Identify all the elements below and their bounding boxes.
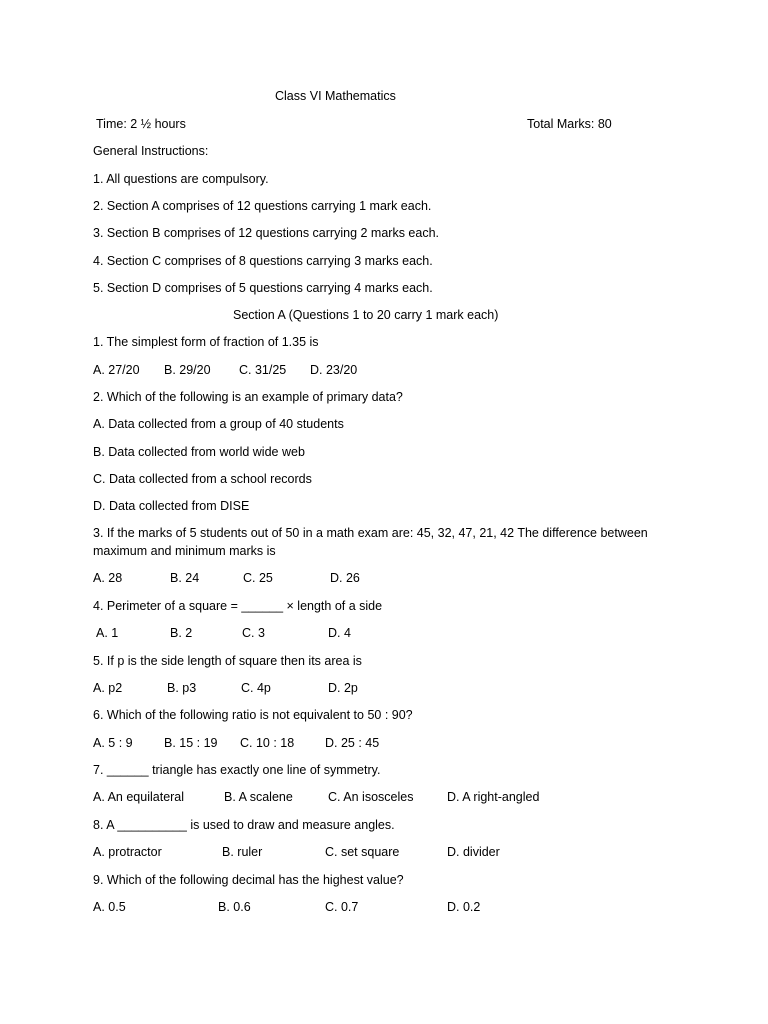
- option: B. ruler: [222, 845, 263, 859]
- option: D. Data collected from DISE: [93, 499, 250, 513]
- option: C. 10 : 18: [240, 736, 295, 750]
- option: D. 4: [328, 626, 351, 640]
- question-5: 5. If p is the side length of square then its area is: [93, 654, 362, 668]
- instruction-item: 2. Section A comprises of 12 questions carrying 1 mark each.: [93, 199, 432, 213]
- question-1: 1. The simplest form of fraction of 1.35 is: [93, 335, 319, 349]
- question-8: 8. A __________ is used to draw and measure angles.: [93, 818, 395, 832]
- option: C. 4p: [241, 681, 271, 695]
- option: C. Data collected from a school records: [93, 472, 312, 486]
- option: A. An equilateral: [93, 790, 185, 804]
- option: A. Data collected from a group of 40 students: [93, 417, 344, 431]
- option: B. 29/20: [164, 363, 211, 377]
- total-marks-label: Total Marks: 80: [527, 117, 612, 131]
- question-3: 3. If the marks of 5 students out of 50 in a math exam are: 45, 32, 47, 21, 42 The difference between maximum and minimum marks is: [93, 526, 648, 558]
- option: D. 23/20: [310, 363, 358, 377]
- option: D. A right-angled: [447, 790, 540, 804]
- option: B. Data collected from world wide web: [93, 445, 305, 459]
- option: B. 24: [170, 571, 200, 585]
- option: D. 2p: [328, 681, 358, 695]
- page-title: Class VI Mathematics: [275, 89, 396, 103]
- option: A. 28: [93, 571, 123, 585]
- instruction-item: 3. Section B comprises of 12 questions carrying 2 marks each.: [93, 226, 439, 240]
- option: D. 25 : 45: [325, 736, 380, 750]
- option: B. 15 : 19: [164, 736, 218, 750]
- option: D. 26: [330, 571, 360, 585]
- option: A. 27/20: [93, 363, 140, 377]
- question-9: 9. Which of the following decimal has the highest value?: [93, 873, 404, 887]
- option: A. 5 : 9: [93, 736, 133, 750]
- option: A. protractor: [93, 845, 162, 859]
- option: B. 2: [170, 626, 193, 640]
- section-a-heading: Section A (Questions 1 to 20 carry 1 mark each): [233, 308, 499, 322]
- option: C. An isosceles: [328, 790, 414, 804]
- option: D. divider: [447, 845, 500, 859]
- option: A. p2: [93, 681, 123, 695]
- question-6: 6. Which of the following ratio is not equivalent to 50 : 90?: [93, 708, 413, 722]
- option: B. A scalene: [224, 790, 293, 804]
- instruction-item: 5. Section D comprises of 5 questions carrying 4 marks each.: [93, 281, 433, 295]
- option: B. 0.6: [218, 900, 251, 914]
- option: C. 31/25: [239, 363, 287, 377]
- option: C. 25: [243, 571, 273, 585]
- option: D. 0.2: [447, 900, 481, 914]
- question-4: 4. Perimeter of a square = ______ × length of a side: [93, 599, 383, 613]
- option: C. 3: [242, 626, 265, 640]
- option: C. set square: [325, 845, 400, 859]
- instruction-item: 4. Section C comprises of 8 questions carrying 3 marks each.: [93, 254, 433, 268]
- instructions-heading: General Instructions:: [93, 144, 209, 158]
- question-2: 2. Which of the following is an example of primary data?: [93, 390, 403, 404]
- time-label: Time: 2 ½ hours: [96, 117, 186, 131]
- question-7: 7. ______ triangle has exactly one line of symmetry.: [93, 763, 381, 777]
- instruction-item: 1. All questions are compulsory.: [93, 172, 269, 186]
- option: B. p3: [167, 681, 197, 695]
- option: C. 0.7: [325, 900, 359, 914]
- option: A. 0.5: [93, 900, 126, 914]
- option: A. 1: [96, 626, 119, 640]
